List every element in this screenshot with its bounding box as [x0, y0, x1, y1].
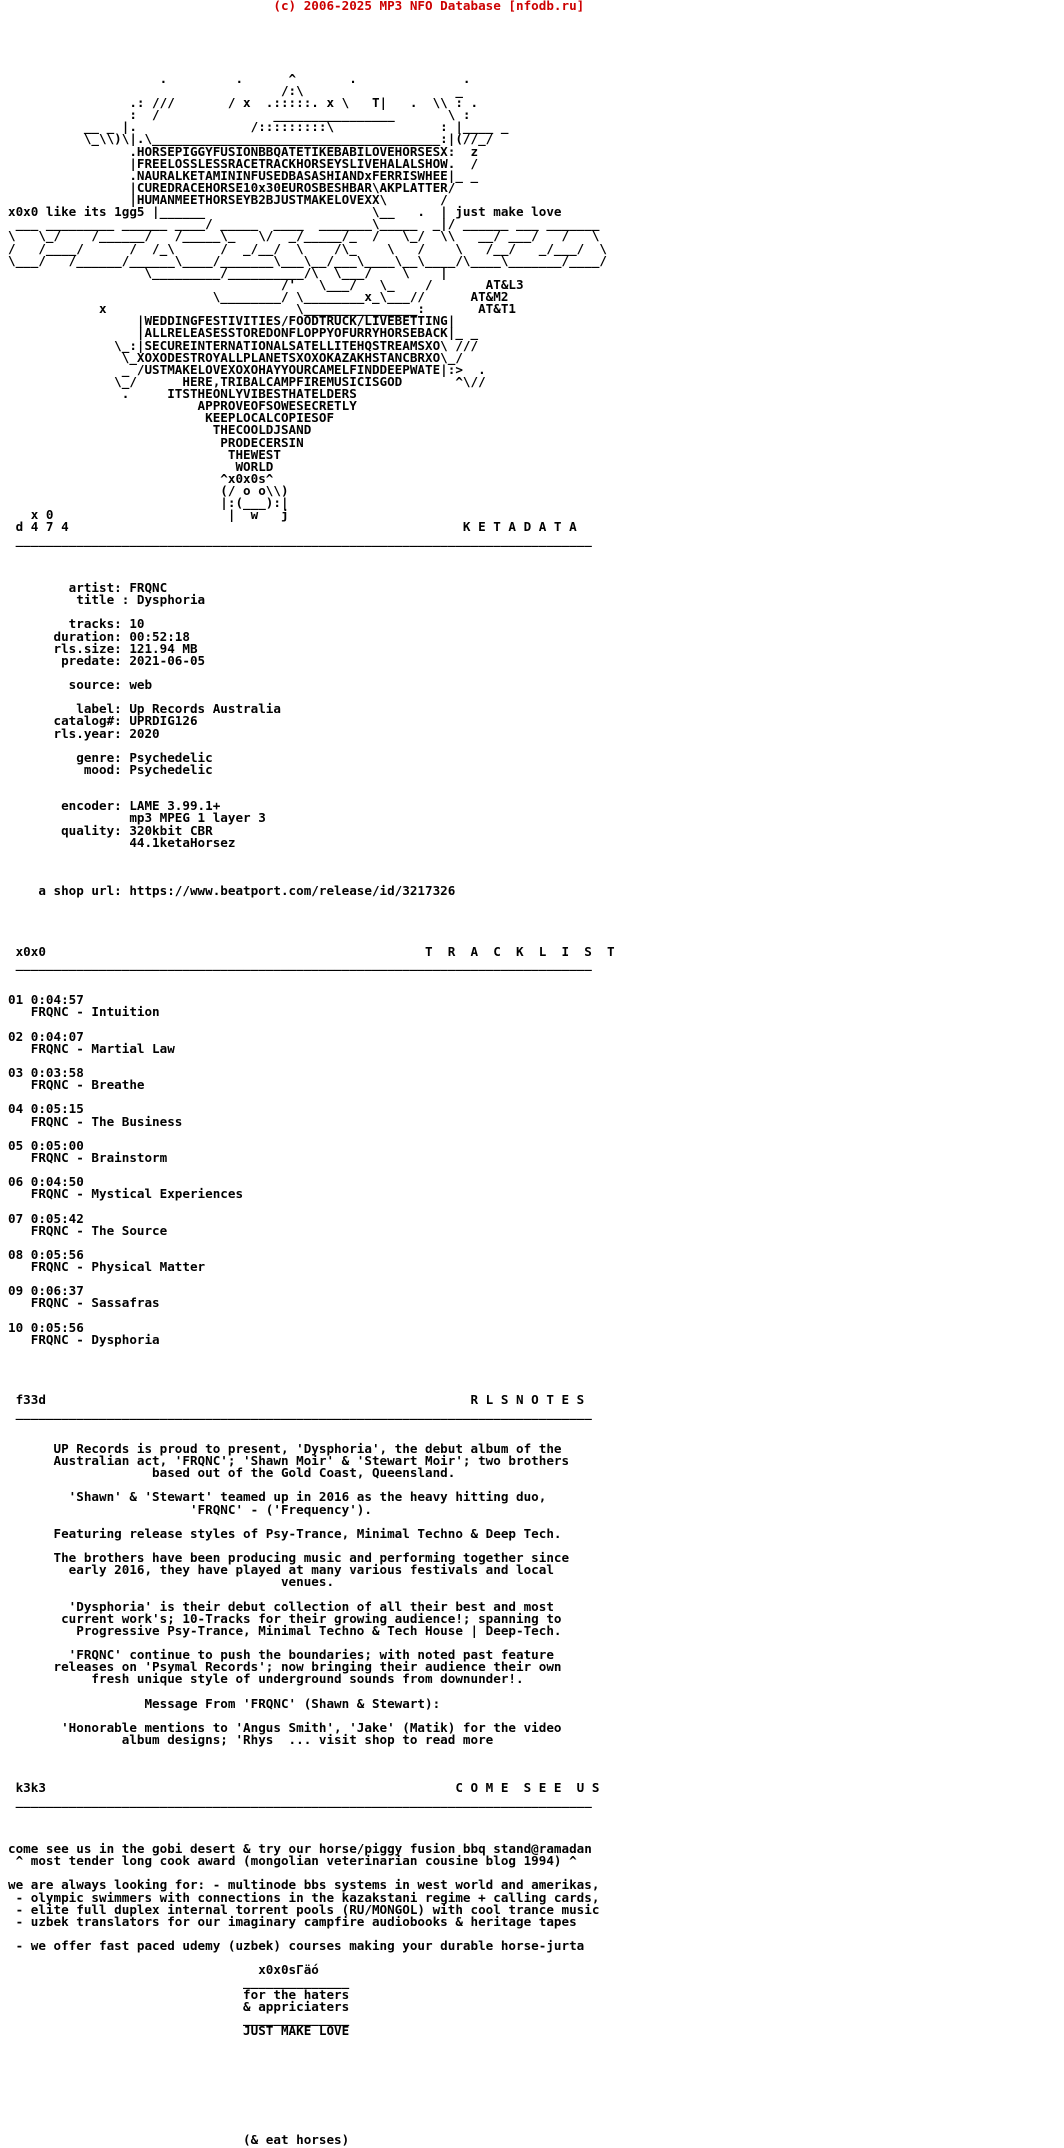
release-notes-line: based out of the Gold Coast, Queensland. [8, 1465, 456, 1481]
meta-predate: predate: 2021-06-05 [8, 652, 206, 668]
section-divider: ____________________________________________________________________________ [8, 1404, 592, 1420]
nfo-line [8, 1807, 1064, 1819]
release-notes-line: UP Records is proud to present, 'Dysphoria', the debut album of the [8, 1440, 562, 1456]
nfo-line [8, 667, 1064, 679]
ascii-art-line: .: /// / x .:::::. x \ T| . \\ : . [8, 95, 479, 110]
meta-quality: quality: 320kbit CBR [8, 822, 213, 838]
nfo-line [8, 1358, 1064, 1370]
section-header-rlsnotes: f33d R L S N O T E S [8, 1392, 585, 1408]
ascii-art-line: .NAURALKETAMININFUSEDBASASHIANDxFERRISWHEE|_ _ [8, 167, 479, 183]
ascii-art-line: /' \___/ \_ / AT&L3 [8, 276, 524, 292]
track-number-time: 02 0:04:07 [8, 1028, 84, 1044]
release-notes-line: 'Dysphoria' is their debut collection of all their best and most [8, 1598, 554, 1614]
nfo-line [8, 776, 1064, 788]
track-number-time: 06 0:04:50 [8, 1174, 84, 1190]
nfo-line [8, 861, 1064, 873]
track-title: FRQNC - Dysphoria [8, 1331, 160, 1347]
greetings-line: ^ most tender long cook award (mongolian veterinarian cousine blog 1994) ^ [8, 1853, 577, 1869]
nfo-line [8, 1019, 1064, 1031]
meta-genre: genre: Psychedelic [8, 749, 213, 765]
track-number-time: 03 0:03:58 [8, 1065, 84, 1080]
release-notes-line: Message From 'FRQNC' (Shawn & Stewart): [8, 1695, 441, 1711]
footer-line: for the haters [8, 1986, 350, 2002]
section-header-come-see-us: k3k3 C O M E S E E U S [8, 1780, 600, 1796]
ascii-art-line: WORLD [8, 458, 274, 474]
track-title: FRQNC - The Business [8, 1113, 183, 1129]
track-title: FRQNC - Mystical Experiences [8, 1186, 244, 1202]
meta-year: rls.year: 2020 [8, 725, 160, 741]
track-number-time: 10 0:05:56 [8, 1319, 84, 1335]
release-notes-line: releases on 'Psymal Records'; now bringing their audience their own [8, 1659, 562, 1675]
meta-artist: artist: FRQNC [8, 580, 168, 595]
nfo-line [8, 2086, 1064, 2098]
ascii-art-line: \_\\)\|.\______________________________________:|(//_/ [8, 131, 494, 147]
track-number-time: 09 0:06:37 [8, 1283, 84, 1299]
track-number-time: 04 0:05:15 [8, 1101, 84, 1117]
ascii-art-line: x \_______________: AT&T1 [8, 301, 516, 317]
nfo-line [8, 12, 1064, 24]
track-number-time: 08 0:05:56 [8, 1246, 84, 1262]
meta-size: rls.size: 121.94 MB [8, 640, 198, 656]
nfo-line [8, 558, 1064, 570]
greetings-line: - uzbek translators for our imaginary campfire audiobooks & heritage tapes [8, 1913, 577, 1929]
release-notes-line: fresh unique style of underground sounds from downunder!. [8, 1671, 524, 1687]
track-number-time: 05 0:05:00 [8, 1137, 84, 1153]
ascii-art-line: APPROVEOFSOWESECRETLY [8, 398, 357, 414]
release-notes-line: 'FRQNC' continue to push the boundaries; with noted past feature [8, 1647, 554, 1662]
ascii-art-line: : / ________________ \ : [8, 107, 471, 123]
nfo-line [8, 897, 1064, 909]
ascii-logo-line: ___ _________ ______ ____/ _____ ____ _______\_____ _|/ ______ ___ _______ [8, 216, 600, 232]
track-title: FRQNC - Breathe [8, 1077, 145, 1093]
ascii-art-line: |:(___):| [8, 495, 289, 511]
nfo-line [8, 2110, 1064, 2122]
nfo-line [8, 1091, 1064, 1103]
greetings-line: - olympic swimmers with connections in the kazakstani regime + calling cards, [8, 1889, 600, 1905]
meta-label: label: Up Records Australia [8, 701, 281, 717]
footer-line: & appriciaters [8, 1998, 350, 2014]
track-title: FRQNC - Physical Matter [8, 1259, 206, 1274]
track-title: FRQNC - Brainstorm [8, 1149, 168, 1165]
meta-mood: mood: Psychedelic [8, 761, 213, 777]
nfo-line [8, 2061, 1064, 2073]
ascii-art-line: THECOOLDJSAND [8, 422, 312, 438]
ascii-logo-line: \ \_/ /______/ /_____\_ \/ _/_____/_ / \_/ \\ __/ ___/ / \ [8, 228, 600, 244]
ascii-art-line: \_/ HERE,TRIBALCAMPFIREMUSICISGOD ^\// [8, 373, 486, 389]
meta-title: title : Dysphoria [8, 592, 206, 608]
release-notes-line: 'FRQNC' - ('Frequency'). [8, 1501, 372, 1517]
ascii-logo-line: \___/ /______/______\____/_______\___\__/___\____\__\____/\____\_______/____/ [8, 252, 607, 268]
nfo-line [8, 970, 1064, 982]
ascii-art-line: x0x0 like its 1gg5 |______ \__ . | just make love [8, 204, 562, 220]
ascii-art-line: . . ^ . . [8, 70, 471, 86]
ascii-art-line: \_XOXODESTROYALLPLANETSXOXOKAZAKHSTANCBRXO\_/ [8, 349, 463, 365]
track-number-time: 01 0:04:57 [8, 992, 84, 1008]
ascii-art-line: __ _ |. /:::::::::\ : |____ _ [8, 119, 509, 135]
nfo-line [8, 1758, 1064, 1770]
release-notes-line: venues. [8, 1574, 335, 1590]
footer-closing: (& eat horses) [8, 2132, 350, 2147]
meta-source: source: web [8, 677, 153, 692]
ascii-art-line: \________/ \________x_\___// AT&M2 [8, 289, 509, 304]
release-notes-line: 'Shawn' & 'Stewart' teamed up in 2016 as the heavy hitting duo, [8, 1489, 547, 1505]
ascii-art-line: |WEDDINGFESTIVITIES/FOODTRUCK/LIVEBETTING| [8, 313, 456, 329]
ascii-art-line: /:\ _ [8, 82, 463, 98]
nfo-line [8, 2073, 1064, 2085]
nfo-line [8, 922, 1064, 934]
track-title: FRQNC - Intuition [8, 1004, 160, 1020]
meta-duration: duration: 00:52:18 [8, 628, 190, 644]
section-divider: ____________________________________________________________________________ [8, 1792, 592, 1808]
nfo-line [8, 2049, 1064, 2061]
release-notes-line: Australian act, 'FRQNC'; 'Shawn Moir' & 'Stewart Moir'; two brothers [8, 1453, 570, 1468]
ascii-art-line: .HORSEPIGGYFUSIONBBQATETIKEBABILOVEHORSESX: z [8, 143, 479, 159]
nfo-line [8, 849, 1064, 861]
meta-tracks: tracks: 10 [8, 616, 145, 632]
ascii-art-line: THEWEST [8, 446, 281, 462]
nfo-line [8, 49, 1064, 61]
footer-line: JUST MAKE LOVE [8, 2022, 350, 2038]
ascii-art-line: x 0 | w j [8, 507, 289, 523]
release-notes-line: The brothers have been producing music and performing together since [8, 1550, 570, 1565]
meta-format: mp3 MPEG 1 layer 3 [8, 810, 266, 826]
nfo-line [8, 1746, 1064, 1758]
greetings-line: - we offer fast paced udemy (uzbek) courses making your durable horse-jurta [8, 1938, 585, 1953]
ascii-art-line: _ /USTMAKELOVEXOXOHAYYOURCAMELFINDDEEPWATE|:> . [8, 361, 486, 377]
footer-rule: ______________ [8, 2010, 350, 2026]
nfo-line [8, 2098, 1064, 2110]
nfo-line [8, 1310, 1064, 1322]
track-title: FRQNC - Martial Law [8, 1040, 175, 1056]
nfo-line [8, 1346, 1064, 1358]
nfo-line [8, 2037, 1064, 2049]
ascii-art-line: . ITSTHEONLYVIBESTHATELDERS [8, 386, 357, 401]
ascii-art-line: \_:|SECUREINTERNATIONALSATELLITEHQSTREAMSXO\ /// [8, 337, 479, 353]
ascii-art-line: KEEPLOCALCOPIESOF [8, 410, 335, 426]
release-notes-line: Featuring release styles of Psy-Trance, Minimal Techno & Deep Tech. [8, 1525, 562, 1541]
nfo-line [8, 1819, 1064, 1831]
nfo-line [8, 1128, 1064, 1140]
release-notes-line: 'Honorable mentions to 'Angus Smith', 'Jake' (Matik) for the video [8, 1719, 562, 1735]
ascii-art-line: |FREELOSSLESSRACETRACKHORSEYSLIVEHALALSHOW. / [8, 155, 479, 171]
nfo-line [8, 1419, 1064, 1431]
ascii-art-line: |ALLRELEASESSTOREDONFLOPPYOFURRYHORSEBACK|_ _ [8, 325, 479, 341]
release-notes-line: early 2016, they have played at many various festivals and local [8, 1562, 554, 1578]
ascii-art-line: PRODECERSIN [8, 434, 304, 450]
ascii-art-line: \_________/__________/\ \___/ \ | [8, 264, 448, 280]
ascii-art-line: |CUREDRACEHORSE10x30EUROSBESHBAR\AKPLATTER/ [8, 179, 456, 195]
nfo-line [8, 982, 1064, 994]
track-title: FRQNC - The Source [8, 1222, 168, 1238]
nfo-line [8, 1200, 1064, 1212]
release-notes-line: Progressive Psy-Trance, Minimal Techno & Tech House | Deep-Tech. [8, 1622, 562, 1638]
section-divider: ____________________________________________________________________________ [8, 531, 592, 547]
section-header-ketadata: d 4 7 4 K E T A D A T A [8, 519, 577, 535]
nfo-line [8, 909, 1064, 921]
footer-rule: ______________ [8, 1974, 350, 1990]
ascii-art-line: (/ o o\\) [8, 483, 289, 498]
meta-encoder: encoder: LAME 3.99.1+ [8, 798, 221, 814]
nfo-copyright-line: (c) 2006-2025 MP3 NFO Database [nfodb.ru] [8, 0, 585, 13]
section-divider: ____________________________________________________________________________ [8, 955, 592, 971]
nfo-line [8, 24, 1064, 36]
ascii-art-line: ^x0x0s^ [8, 470, 274, 486]
meta-shop-url: a shop url: https://www.beatport.com/release/id/3217326 [8, 883, 456, 899]
ascii-logo-line: / /____/ / /_\ / _/__/ \ /\_ \ / \ /__/ _/___/ \ [8, 240, 607, 256]
section-header-tracklist: x0x0 T R A C K L I S T [8, 943, 615, 959]
nfo-line [8, 1273, 1064, 1285]
track-number-time: 07 0:05:42 [8, 1210, 84, 1226]
nfo-line [8, 36, 1064, 48]
nfo-line [8, 1164, 1064, 1176]
release-notes-line: album designs; 'Rhys ... visit shop to read more [8, 1731, 494, 1747]
nfo-line [8, 606, 1064, 618]
ascii-art-line: |HUMANMEETHORSEYB2BJUSTMAKELOVEXX\ / [8, 192, 448, 207]
greetings-line: we are always looking for: - multinode bbs systems in west world and amerikas, [8, 1877, 600, 1893]
nfo-line [8, 1370, 1064, 1382]
greetings-line: come see us in the gobi desert & try our horse/piggy fusion bbq stand@ramadan [8, 1841, 592, 1856]
footer-signature: x0x0sГäó [8, 1962, 319, 1978]
meta-samplerate: 44.1ketaHorsez [8, 834, 236, 850]
greetings-line: - elite full duplex internal torrent pools (RU/MONGOL) with cool trance music [8, 1901, 600, 1917]
release-notes-line: current work's; 10-Tracks for their growing audience!; spanning to [8, 1610, 562, 1626]
meta-catalog: catalog#: UPRDIG126 [8, 713, 198, 729]
nfo-line [8, 546, 1064, 558]
track-title: FRQNC - Sassafras [8, 1295, 160, 1311]
nfo-line [8, 1055, 1064, 1067]
nfo-line [8, 1237, 1064, 1249]
